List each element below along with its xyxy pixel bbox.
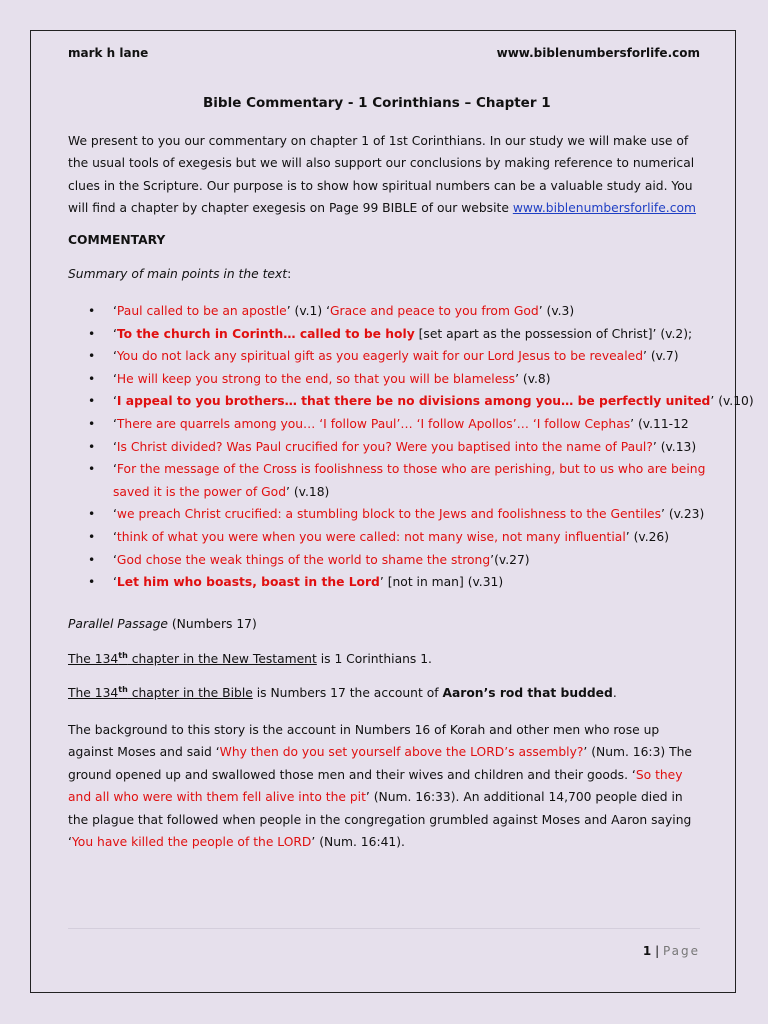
list-item: • ‘Is Christ divided? Was Paul crucified for you? Were you baptised into the name of Paul?’ (v.13) [68, 436, 708, 459]
background-line-6 [68, 831, 708, 853]
summary-label-text: Summary of main points in the text [68, 267, 288, 281]
background-paragraph [68, 719, 708, 853]
quote: So they [635, 767, 683, 782]
verse-ref: (v.27) [494, 552, 530, 567]
verse-ref: (v.26) [629, 529, 670, 544]
background-line-3 [68, 764, 708, 786]
parallel-passage [68, 617, 257, 631]
list-item: • ‘To the church in Corinth… called to be holy [set apart as the possession of Christ]’ (v.2); [68, 323, 708, 346]
page-footer [643, 944, 700, 958]
parallel-ref: (Numbers 17) [167, 617, 257, 631]
list-item: • ‘we preach Christ crucified: a stumbling block to the Jews and foolishness to the Gentiles’ (v.23) [68, 503, 708, 526]
footer-separator: | [651, 944, 663, 958]
intro-line-3: clues in the Scripture. Our purpose is to show how spiritual numbers can be a valuable study aid. You [68, 178, 693, 193]
list-item: • ‘You do not lack any spiritual gift as you eagerly wait for our Lord Jesus to be revealed’ (v.7) [68, 345, 708, 368]
nt-chapter-underlined [68, 652, 317, 666]
background-line-4 [68, 786, 708, 808]
annotation: [set apart as the possession of Christ] [414, 326, 653, 341]
verse-ref: (v.8) [519, 371, 551, 386]
quote: To the church in Corinth… called to be holy [116, 326, 415, 341]
header-website: www.biblenumbersforlife.com [496, 46, 700, 60]
intro-line-4 [68, 197, 708, 219]
list-item: • ‘think of what you were when you were called: not many wise, not many influential’ (v.26) [68, 526, 708, 549]
footer-divider [68, 928, 700, 929]
list-item: • ‘He will keep you strong to the end, so that you will be blameless’ (v.8) [68, 368, 708, 391]
background-line-2 [68, 741, 708, 763]
bible-bold: Aaron’s rod that budded [442, 686, 613, 700]
intro-line-1: We present to you our commentary on chapter 1 of 1st Corinthians. In our study we will make use of [68, 134, 689, 148]
quote: There are quarrels among you… ‘I follow Paul’… ‘I follow Apollos’… ‘I follow Cephas [116, 416, 631, 431]
nt-tail: is 1 Corinthians 1. [316, 652, 432, 666]
page-word: Page [662, 944, 700, 958]
bg-text: against Moses and said ‘ [68, 745, 220, 760]
bg-text: ’ (Num. 16:33). An additional 14,700 people died in [365, 790, 683, 805]
list-item: • ‘Let him who boasts, boast in the Lord’ [not in man] (v.31) [68, 571, 708, 594]
summary-colon: : [287, 267, 292, 281]
bible-chapter-line [68, 686, 617, 700]
quote: Is Christ divided? Was Paul crucified for you? Were you baptised into the name of Paul? [116, 439, 653, 454]
bible-sup: th [118, 684, 128, 694]
list-item: • ‘I appeal to you brothers… that there be no divisions among you… be perfectly united’ (v.10) [68, 390, 708, 413]
bg-text: ground opened up and swallowed those men and their wives and children and their goods. ‘ [68, 767, 636, 782]
quote: You have killed the people of the LORD [71, 835, 312, 850]
verse-ref: (v.7) [646, 349, 679, 364]
quote: Grace and peace to you from God [330, 304, 539, 318]
nt-pre: The 134 [68, 652, 119, 666]
verse-ref: (v.10) [714, 394, 754, 409]
quote: saved it is the power of God [113, 484, 287, 499]
verse-ref: (v.18) [289, 484, 330, 499]
quote: I appeal to you brothers… that there be no divisions among you… be perfectly united [116, 394, 711, 409]
bible-mid: is Numbers 17 the account of [252, 686, 443, 700]
quote: For the message of the Cross is foolishness to those who are perishing, but to us who are being [116, 462, 706, 477]
list-item: • ‘God chose the weak things of the world to shame the strong’(v.27) [68, 549, 708, 572]
website-link[interactable]: www.biblenumbersforlife.com [512, 201, 696, 216]
bg-text: ’ (Num. 16:41). [311, 835, 405, 850]
header-author: mark h lane [68, 46, 149, 60]
bg-text: ‘ [68, 835, 72, 850]
list-item: • ‘For the message of the Cross is foolishness to those who are perishing, but to us who are being saved it is the power of God’ (v.18) [68, 458, 708, 503]
commentary-heading: COMMENTARY [68, 233, 166, 247]
bg-text: ’ (Num. 16:3) The [583, 745, 692, 760]
bible-end: . [612, 686, 617, 700]
summary-label [68, 267, 291, 281]
summary-list [68, 300, 754, 594]
nt-post: chapter in the New Testament [127, 652, 317, 666]
quote: You do not lack any spiritual gift as you eagerly wait for our Lord Jesus to be revealed [116, 349, 644, 364]
quote: He will keep you strong to the end, so that you will be blameless [116, 371, 516, 386]
quote: Paul called to be an apostle [116, 304, 287, 318]
verse-ref: (v.2); [656, 326, 693, 341]
quote: and all who were with them fell alive into the pit [68, 790, 366, 805]
quote: God chose the weak things of the world to shame the strong [116, 552, 491, 567]
list-item: • ‘There are quarrels among you… ‘I follow Paul’… ‘I follow Apollos’… ‘I follow Cephas’ (v.11-12 [68, 413, 708, 436]
intro-line-2: the usual tools of exegesis but we will also support our conclusions by making reference to numerical [68, 156, 695, 171]
verse-ref: (v.31) [463, 575, 504, 590]
bible-chapter-underlined [68, 686, 253, 700]
page-title: Bible Commentary - 1 Corinthians – Chapter 1 [203, 95, 551, 111]
nt-chapter-line [68, 652, 432, 666]
verse-ref: (v.1) [290, 304, 327, 318]
parallel-label: Parallel Passage [68, 617, 168, 631]
verse-ref: (v.3) [542, 304, 575, 318]
intro-paragraph [68, 130, 708, 220]
verse-ref: (v.11-12 [634, 416, 689, 431]
background-line-5: the plague that followed when people in the congregation grumbled against Moses and Aaron saying [68, 812, 692, 827]
annotation: [not in man] [383, 575, 464, 590]
nt-sup: th [118, 650, 128, 660]
quote: think of what you were when you were called: not many wise, not many influential [116, 529, 626, 544]
quote: we preach Christ crucified: a stumbling block to the Jews and foolishness to the Gentiles [116, 507, 661, 522]
quote: Why then do you set yourself above the LORD’s assembly? [219, 745, 584, 760]
background-line-1: The background to this story is the account in Numbers 16 of Korah and other men who rose up [68, 723, 660, 737]
list-item: • ‘Paul called to be an apostle’ (v.1) ‘Grace and peace to you from God’ (v.3) [68, 300, 708, 323]
intro-line-4-text: will find a chapter by chapter exegesis on Page 99 BIBLE of our website [68, 201, 513, 216]
bible-post: chapter in the Bible [127, 686, 253, 700]
page-number: 1 [642, 944, 652, 958]
bible-pre: The 134 [68, 686, 119, 700]
verse-ref: (v.13) [656, 439, 697, 454]
quote: Let him who boasts, boast in the Lord [116, 575, 380, 590]
verse-ref: (v.23) [664, 507, 705, 522]
